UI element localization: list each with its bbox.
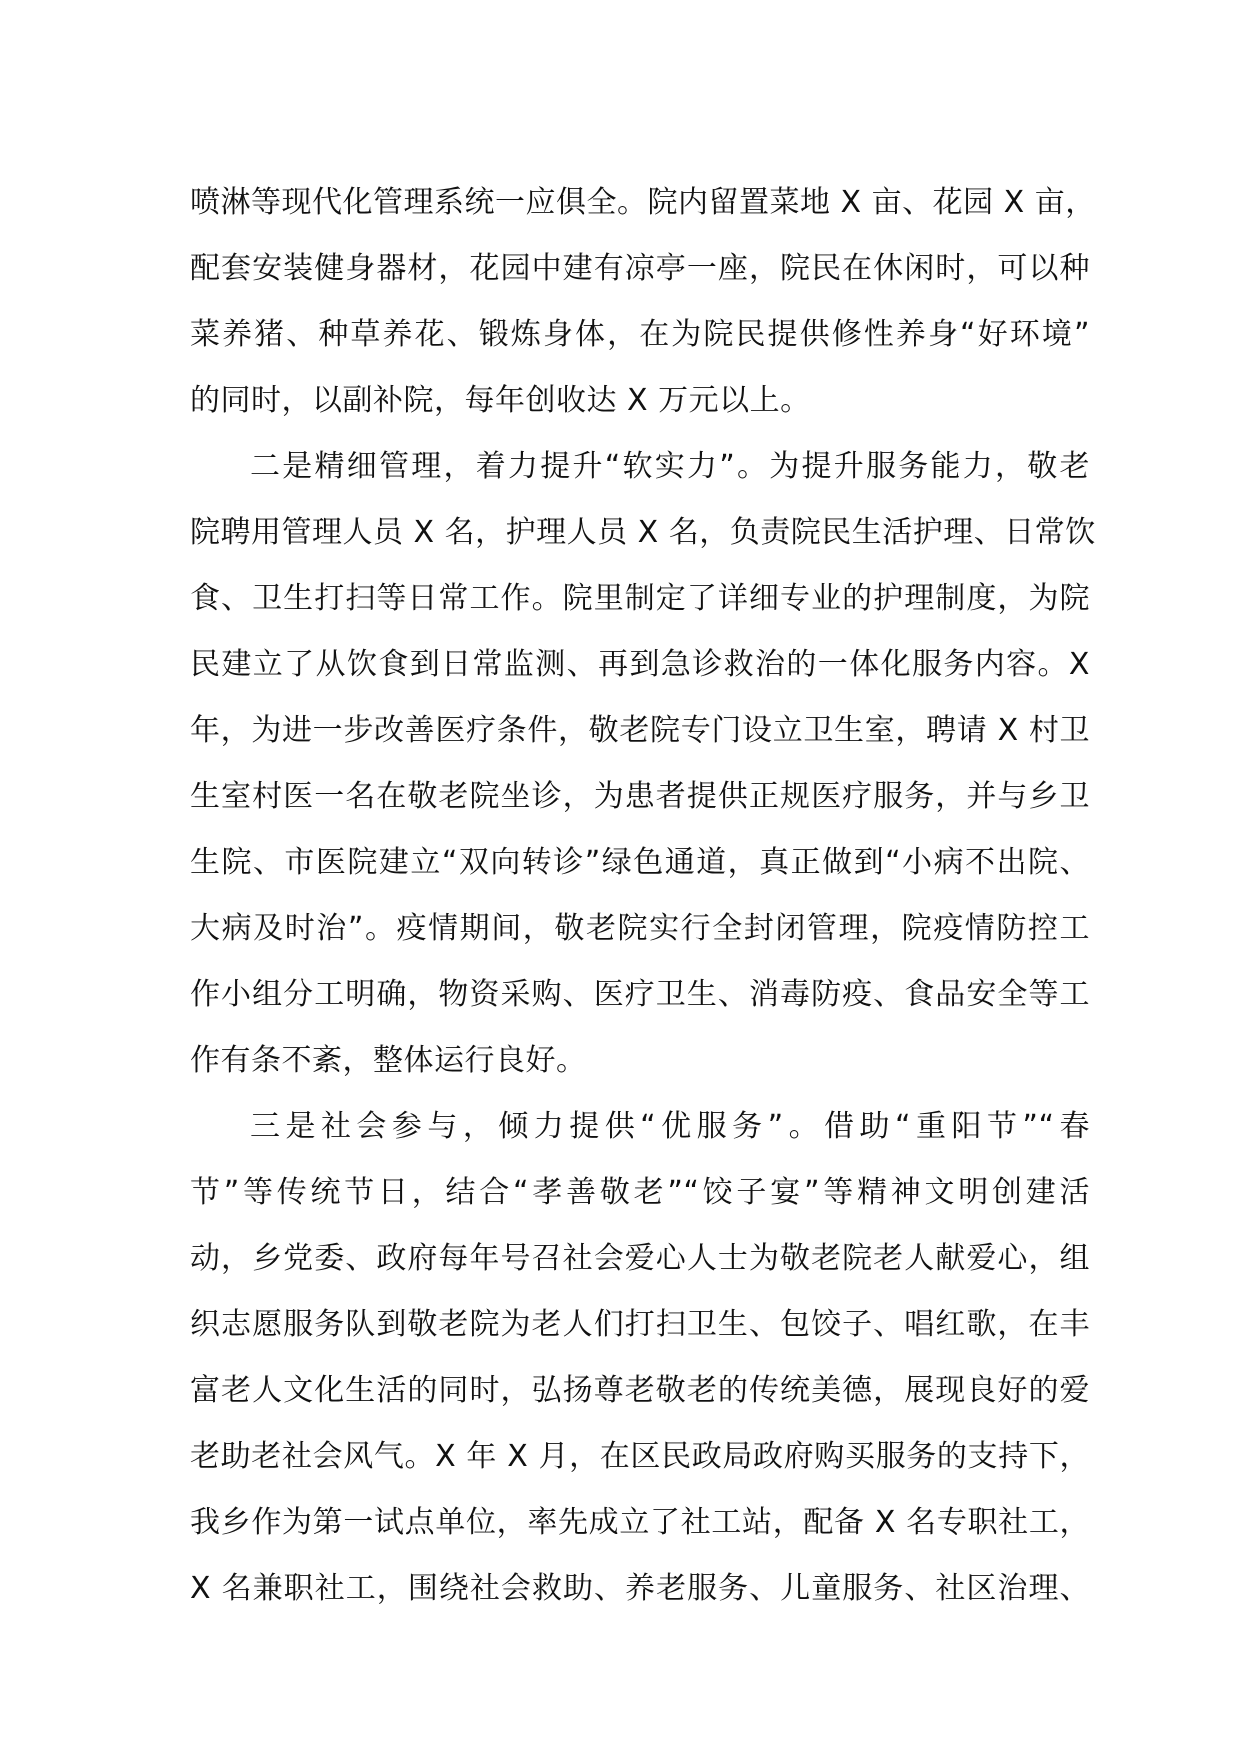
text-line: 民建立了从饮食到日常监测、再到急诊救治的一体化服务内容。X (190, 647, 1090, 682)
text-line: 生室村医一名在敬老院坐诊，为患者提供正规医疗服务，并与乡卫 (190, 779, 1090, 814)
text-line: 动，乡党委、政府每年号召社会爱心人士为敬老院老人献爱心，组 (190, 1241, 1090, 1276)
document-body (190, 170, 1096, 1622)
text-line: 年，为进一步改善医疗条件，敬老院专门设立卫生室，聘请 X 村卫 (190, 713, 1090, 748)
text-line: 生院、市医院建立“双向转诊”绿色通道，真正做到“小病不出院、 (190, 845, 1090, 880)
text-line: 的同时，以副补院，每年创收达 X 万元以上。 (190, 383, 811, 418)
paragraph-facilities (190, 170, 1096, 434)
text-line: 大病及时治”。疫情期间，敬老院实行全封闭管理，院疫情防控工 (190, 911, 1090, 946)
text-line: 配套安装健身器材，花园中建有凉亭一座，院民在休闲时，可以种 (190, 251, 1090, 286)
text-line: 二是精细管理，着力提升“软实力”。为提升服务能力，敬老 (250, 449, 1090, 484)
text-line: 富老人文化生活的同时，弘扬尊老敬老的传统美德，展现良好的爱 (190, 1373, 1090, 1408)
text-line: 院聘用管理人员 X 名，护理人员 X 名，负责院民生活护理、日常饮 (190, 515, 1096, 550)
text-line: 食、卫生打扫等日常工作。院里制定了详细专业的护理制度，为院 (190, 581, 1090, 616)
paragraph-fine-management (190, 434, 1096, 1094)
text-line: X 名兼职社工，围绕社会救助、养老服务、儿童服务、社区治理、 (190, 1571, 1090, 1606)
text-line: 喷淋等现代化管理系统一应俱全。院内留置菜地 X 亩、花园 X 亩， (190, 185, 1096, 220)
text-line: 我乡作为第一试点单位，率先成立了社工站，配备 X 名专职社工， (190, 1505, 1090, 1540)
text-line: 作小组分工明确，物资采购、医疗卫生、消毒防疫、食品安全等工 (190, 977, 1090, 1012)
text-line: 作有条不紊，整体运行良好。 (190, 1043, 587, 1078)
text-line: 节”等传统节日，结合“孝善敬老”“饺子宴”等精神文明创建活 (190, 1175, 1090, 1210)
paragraph-social-participation (190, 1094, 1090, 1622)
text-line: 织志愿服务队到敬老院为老人们打扫卫生、包饺子、唱红歌，在丰 (190, 1307, 1090, 1342)
text-line: 老助老社会风气。X 年 X 月，在区民政局政府购买服务的支持下， (190, 1439, 1090, 1474)
text-line: 三是社会参与，倾力提供“优服务”。借助“重阳节”“春 (250, 1109, 1090, 1144)
text-line: 菜养猪、种草养花、锻炼身体，在为院民提供修性养身“好环境” (190, 317, 1090, 352)
